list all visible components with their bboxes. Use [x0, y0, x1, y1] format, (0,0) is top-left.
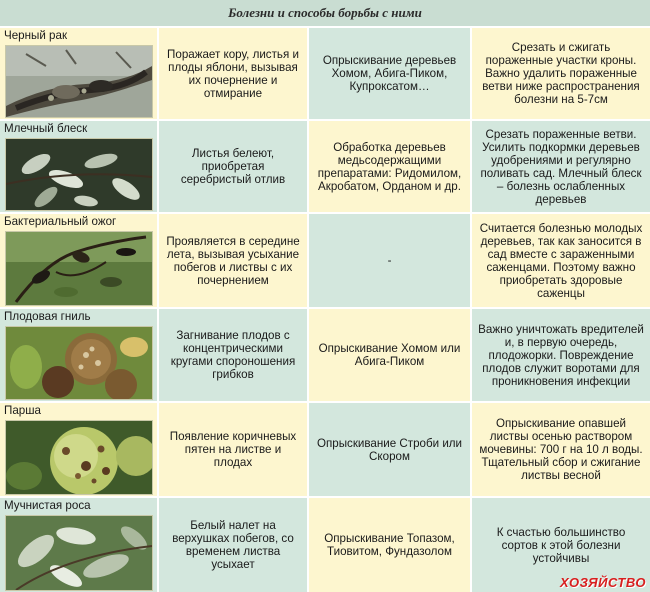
- disease-cell: [0, 309, 157, 401]
- disease-cell: [0, 121, 157, 212]
- treatment-cell: Опрыскивание Топазом, Тиовитом, Фундазолом: [309, 498, 470, 592]
- publisher-logo: ХОЗЯЙСТВО: [560, 575, 646, 590]
- disease-name: Черный рак: [4, 29, 68, 42]
- symptoms-cell: Загнивание плодов с концентрическими кругами спороношения грибков: [159, 309, 307, 401]
- disease-name: Парша: [4, 404, 41, 417]
- table-row: [0, 121, 650, 212]
- scab-photo: [5, 420, 153, 495]
- disease-cell: [0, 498, 157, 592]
- table-row: [0, 214, 650, 307]
- table-row: [0, 309, 650, 401]
- fire-blight-photo: [5, 231, 153, 306]
- disease-cell: [0, 28, 157, 119]
- symptoms-cell: Поражает кору, листья и плоды яблони, вызывая их почернение и отмирание: [159, 28, 307, 119]
- disease-name: Мучнистая роса: [4, 499, 91, 512]
- black-canker-photo: [5, 45, 153, 118]
- notes-cell: Срезать пораженные ветви. Усилить подкормки деревьев удобрениями и регулярно поливать сад. Млечный блеск – болезнь ослабленных деревьев: [472, 121, 650, 212]
- treatment-cell: Опрыскивание Хомом или Абига-Пиком: [309, 309, 470, 401]
- silver-leaf-photo: [5, 138, 153, 211]
- treatment-cell: Обработка деревьев медьсодержащими препаратами: Ридомилом, Акробатом, Ордaном и др.: [309, 121, 470, 212]
- powdery-mildew-photo: [5, 515, 153, 591]
- table-row: [0, 28, 650, 119]
- disease-cell: [0, 403, 157, 496]
- symptoms-cell: Листья белеют, приобретая серебристый отлив: [159, 121, 307, 212]
- disease-name: Плодовая гниль: [4, 310, 91, 323]
- fruit-rot-photo: [5, 326, 153, 400]
- disease-cell: [0, 214, 157, 307]
- notes-cell: Опрыскивание опавшей листвы осенью раствором мочевины: 700 г на 10 л воды. Тщательный сбор и сжигание листвы весной: [472, 403, 650, 496]
- treatment-cell: Опрыскивание Строби или Скором: [309, 403, 470, 496]
- notes-cell: К счастью большинство сортов к этой болезни устойчивы: [472, 498, 650, 592]
- table-row: [0, 403, 650, 496]
- disease-name: Млечный блеск: [4, 122, 88, 135]
- table-row: [0, 498, 650, 592]
- notes-cell: Важно уничтожать вредителей и, в первую очередь, плодожорки. Повреждение плодов служит воротами для проникновения инфекции: [472, 309, 650, 401]
- symptoms-cell: Белый налет на верхушках побегов, со временем листва усыхает: [159, 498, 307, 592]
- symptoms-cell: Появление коричневых пятен на листве и плодах: [159, 403, 307, 496]
- table-title: Болезни и способы борьбы с ними: [0, 0, 650, 28]
- notes-cell: Считается болезнью молодых деревьев, так как заносится в сад вместе с зараженными саженцами. Поэтому важно приобретать здоровые саженцы: [472, 214, 650, 307]
- treatment-cell: Опрыскивание деревьев Хомом, Абига-Пиком, Купроксатом…: [309, 28, 470, 119]
- notes-cell: Срезать и сжигать пораженные участки кроны. Важно удалить пораженные ветви ниже распространения болезни на 5-7см: [472, 28, 650, 119]
- symptoms-cell: Проявляется в середине лета, вызывая усыхание побегов и листвы с их почернением: [159, 214, 307, 307]
- treatment-cell: -: [309, 214, 470, 307]
- disease-name: Бактериальный ожог: [4, 215, 117, 228]
